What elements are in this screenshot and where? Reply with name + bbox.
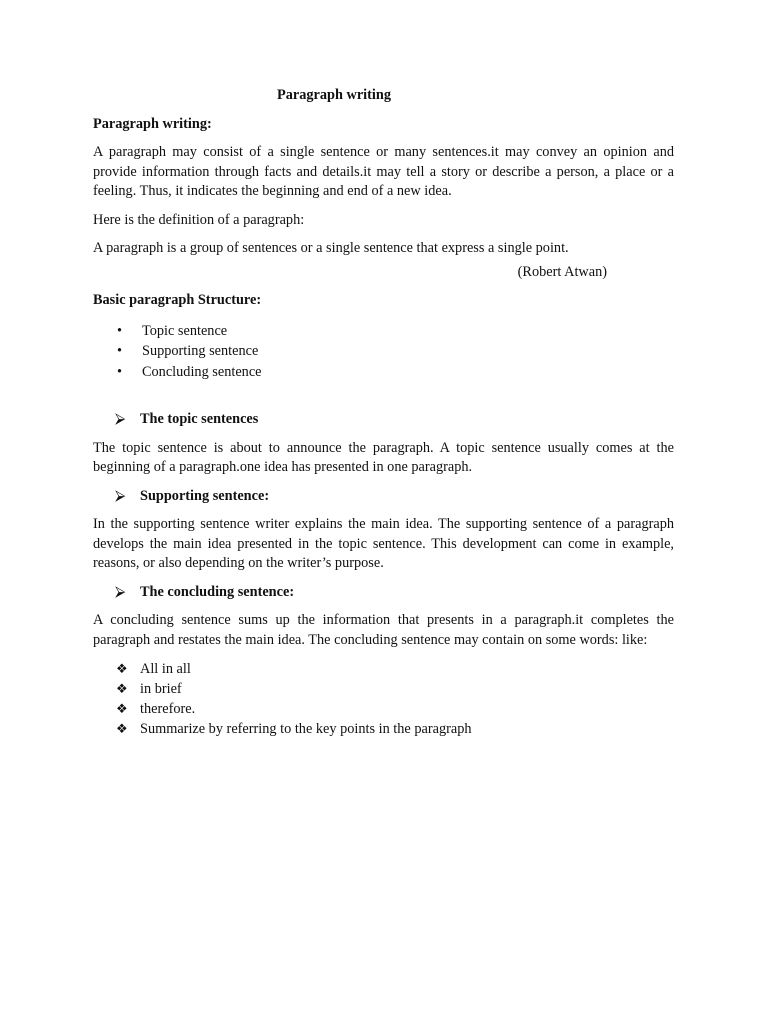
section-heading: Paragraph writing: <box>93 115 212 132</box>
list-item <box>93 699 674 719</box>
bullet-icon: • <box>117 322 123 339</box>
list-item <box>93 679 674 699</box>
list-item <box>93 341 674 362</box>
list-item-label: All in all <box>140 661 191 677</box>
list-item-label: in brief <box>140 681 182 697</box>
concluding-words-list <box>93 659 674 739</box>
diamond-icon: ❖ <box>116 701 128 716</box>
intro-paragraph: A paragraph may consist of a single sentence or many sentences.it may convey an opinion and provide information through facts and details.it may tell a story or describe a person, a place or a feeling. Thus, it indicates the beginning and end of a new idea. <box>93 144 674 199</box>
section-body-concluding: A concluding sentence sums up the information that presents in a paragraph.it completes the paragraph and restates the main idea. The concluding sentence may contain on some words: like: <box>93 612 674 648</box>
structure-list <box>93 321 674 383</box>
list-item <box>93 362 674 383</box>
list-item-label: Summarize by referring to the key points in the paragraph <box>140 721 472 737</box>
diamond-icon: ❖ <box>116 681 128 696</box>
list-item-label: Concluding sentence <box>142 363 262 380</box>
list-item <box>93 321 674 342</box>
list-item <box>93 659 674 679</box>
section-body-supporting: In the supporting sentence writer explains the main idea. The supporting sentence of a paragraph develops the main idea presented in the topic sentence. This development can come in example, reasons, or also depending on the writer’s purpose. <box>93 516 674 571</box>
page-title: Paragraph writing <box>277 87 391 103</box>
diamond-icon: ❖ <box>116 661 128 676</box>
section-heading-supporting <box>93 487 674 507</box>
section-heading-concluding <box>93 583 674 603</box>
attribution: (Robert Atwan) <box>517 263 607 280</box>
diamond-icon: ❖ <box>116 721 128 736</box>
definition-lead: Here is the definition of a paragraph: <box>93 211 305 228</box>
section-heading-label: The concluding sentence: <box>140 583 295 600</box>
bullet-icon: • <box>117 363 123 380</box>
section-body-topic: The topic sentence is about to announce the paragraph. A topic sentence usually comes at the beginning of a paragraph.one idea has presented in one paragraph. <box>93 439 674 475</box>
section-heading-topic <box>93 410 674 430</box>
list-item-label: therefore. <box>140 701 196 717</box>
arrow-icon: ⮚ <box>115 487 126 504</box>
structure-heading: Basic paragraph Structure: <box>93 292 262 308</box>
document-page <box>93 86 674 739</box>
section-heading-label: Supporting sentence: <box>140 487 270 504</box>
list-item-label: Topic sentence <box>142 322 228 339</box>
arrow-icon: ⮚ <box>115 583 126 600</box>
section-heading-label: The topic sentences <box>140 411 259 427</box>
bullet-icon: • <box>117 343 123 359</box>
list-item-label: Supporting sentence <box>142 343 259 359</box>
definition-text: A paragraph is a group of sentences or a single sentence that express a single point. <box>93 240 569 256</box>
list-item <box>93 719 674 739</box>
arrow-icon: ⮚ <box>115 411 126 427</box>
